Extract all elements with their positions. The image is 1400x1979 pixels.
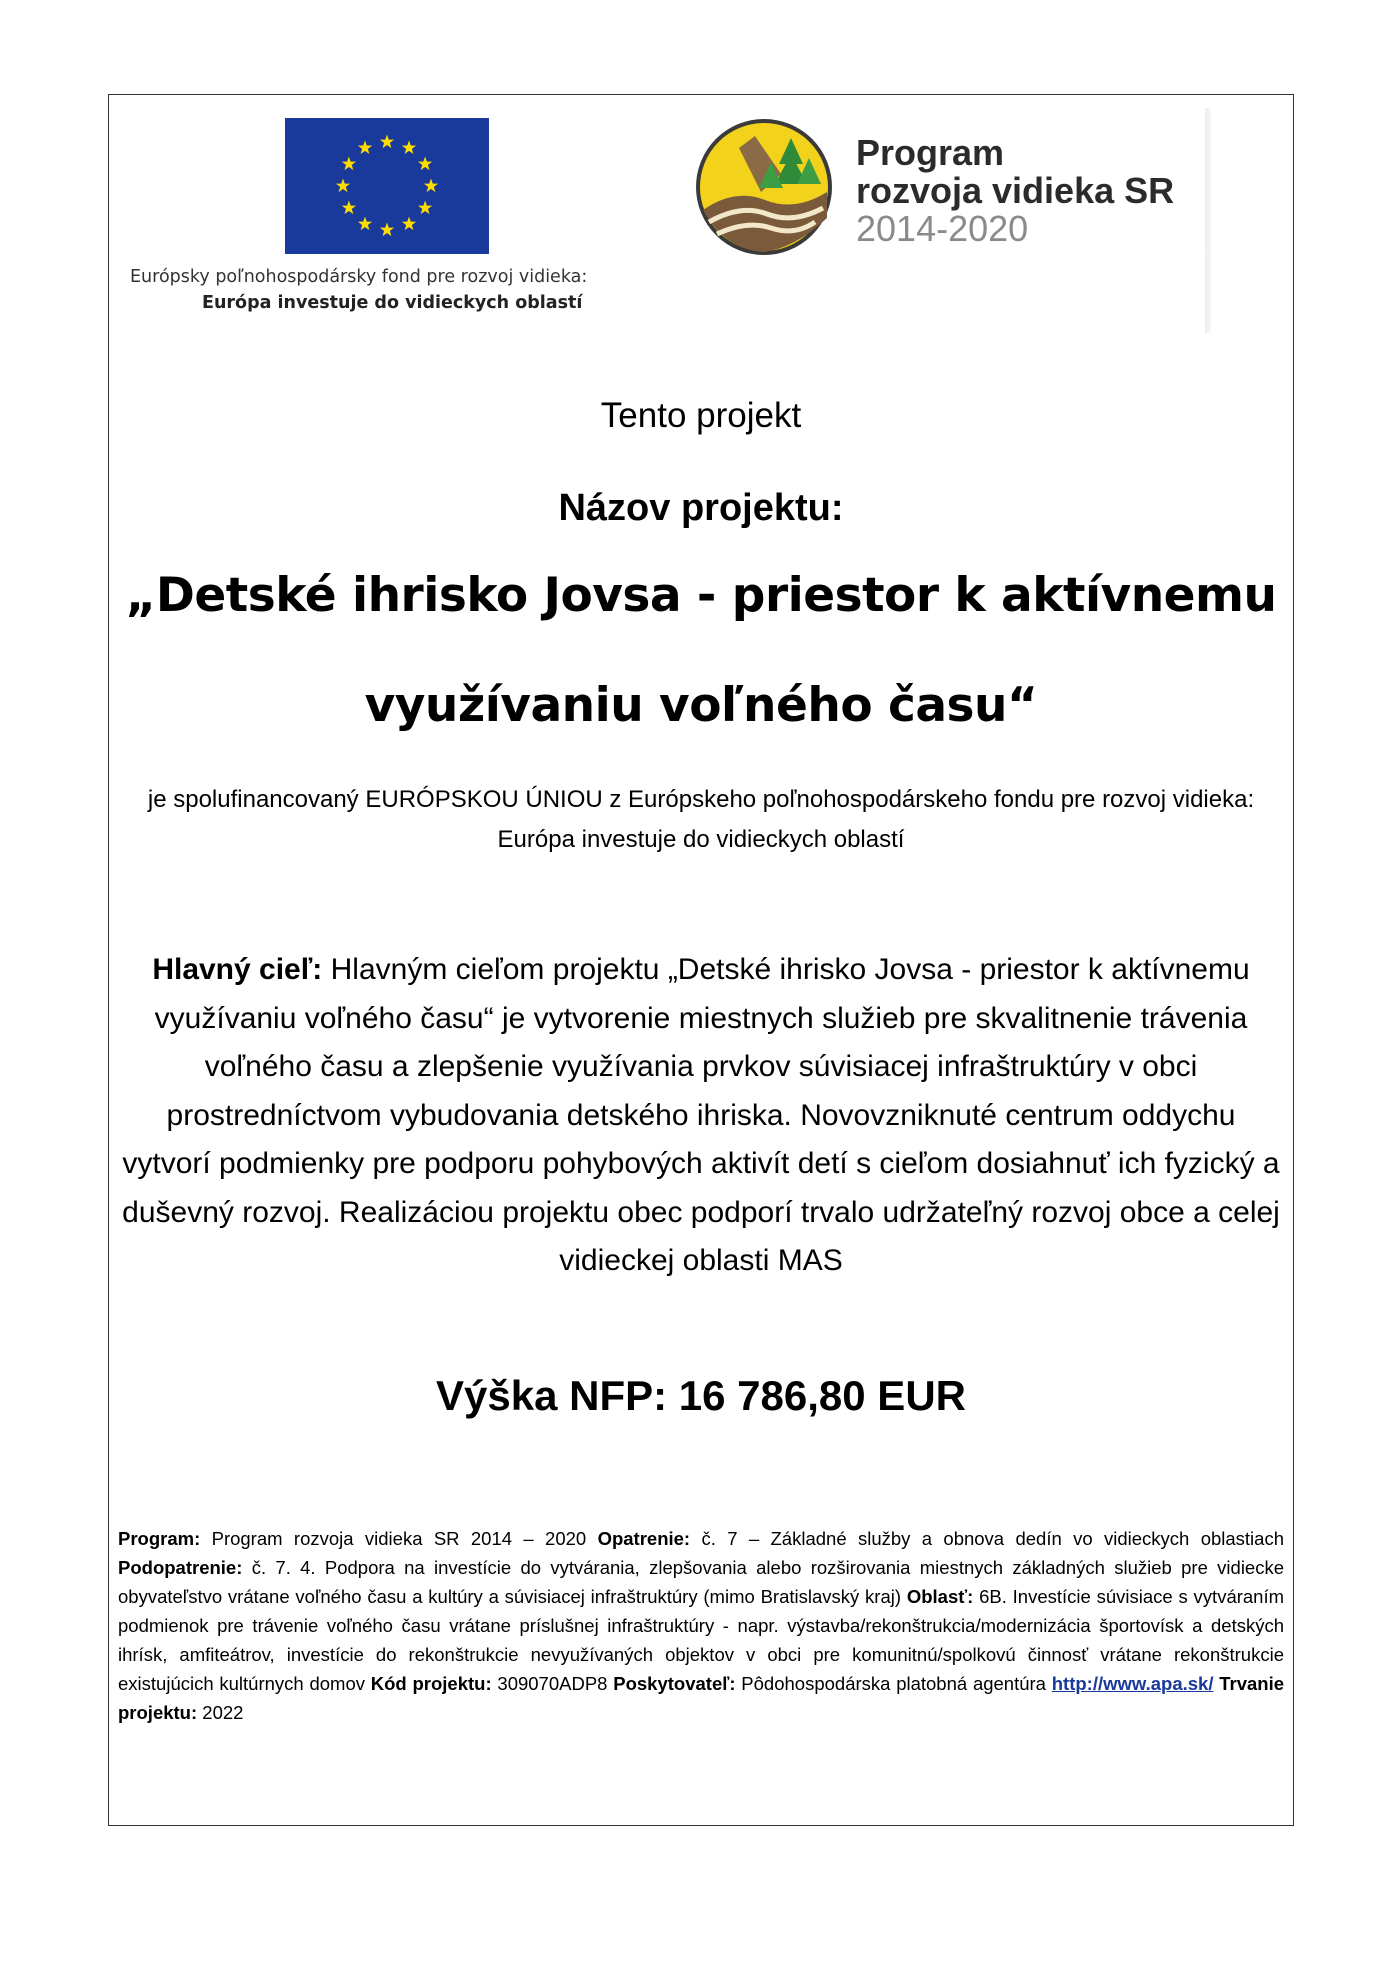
measure-label: Opatrenie: bbox=[597, 1528, 691, 1549]
logo-edge-divider bbox=[1205, 108, 1211, 333]
main-goal-text: Hlavným cieľom projektu „Detské ihrisko Jovsa - priestor k aktívnemu využívaniu voľného času“ je vytvorenie miestnych služieb pre skvalitnenie trávenia voľného času a zlepšenie využívania prvkov súvisiacej infraštruktúry v obci prostredníctvom vybudovania detského ihriska. Novovzniknuté centrum oddychu vytvorí podmienky pre podporu pohybových aktivít detí s cieľom dosiahnuť ich fyzický a duševný rozvoj. Realizáciou projektu obec podporí trvalo udržateľný rozvoj obce a celej vidieckej oblasti MAS bbox=[122, 953, 1280, 1277]
program-details bbox=[118, 1524, 1284, 1727]
grant-amount: Výška NFP: 16 786,80 EUR bbox=[436, 1372, 966, 1419]
project-title-line1: „Detské ihrisko Jovsa - priestor k aktívnemu bbox=[125, 568, 1277, 623]
program-label: Program: bbox=[118, 1528, 201, 1549]
prv-years: 2014-2020 bbox=[856, 208, 1029, 249]
submeasure-label: Podopatrenie: bbox=[118, 1557, 243, 1578]
prv-logo-text bbox=[856, 134, 1174, 248]
area-label: Oblasť: bbox=[906, 1586, 974, 1607]
provider-value: Pôdohospodárska platobná agentúra bbox=[741, 1673, 1046, 1694]
eu-fund-caption bbox=[130, 264, 650, 316]
landscape-emblem-icon bbox=[695, 118, 833, 256]
eu-flag-logo bbox=[285, 118, 489, 254]
cofinancing-line1: je spolufinancovaný EURÓPSKOU ÚNIOU z Európskeho poľnohospodárskeho fondu pre rozvoj vidieka: bbox=[147, 786, 1255, 813]
measure-value: č. 7 – Základné služby a obnova dedín vo vidieckych oblastiach bbox=[701, 1528, 1284, 1549]
eu-caption-line1: Európsky poľnohospodársky fond pre rozvoj vidieka: bbox=[130, 267, 588, 287]
eu-stars-icon bbox=[285, 118, 489, 254]
provider-label: Poskytovateľ: bbox=[613, 1673, 736, 1694]
program-value: Program rozvoja vidieka SR 2014 – 2020 bbox=[211, 1528, 587, 1549]
main-goal-paragraph bbox=[108, 946, 1294, 1286]
duration-value: 2022 bbox=[202, 1702, 244, 1723]
prv-emblem-logo bbox=[695, 118, 833, 256]
project-name-label: Názov projektu: bbox=[558, 487, 844, 529]
duration-label: Trvanie projektu: bbox=[118, 1673, 1285, 1723]
project-code-label: Kód projektu: bbox=[370, 1673, 492, 1694]
area-value: 6B. Investície súvisiace s vytváraním podmienok pre trávenie voľného času vrátane príslušnej infraštruktúry - napr. výstavba/rekonštrukcia/modernizácia športovísk a detských ihrísk, amfiteátrov, investície do rekonštrukcie nevyužívaných objektov v obci pre komunitnú/spolkovú činnosť vrátane rekonštrukcie existujúcich kultúrnych domov bbox=[118, 1586, 1285, 1694]
submeasure-value: č. 7. 4. Podpora na investície do vytvárania, zlepšovania alebo rozširovania miestnych základných služieb pre vidiecke obyvateľstvo vrátane voľného času a kultúry a súvisiacej infraštruktúry (mimo Bratislavský kraj) bbox=[118, 1557, 1285, 1607]
intro-text: Tento projekt bbox=[600, 396, 802, 435]
prv-line2: rozvoja vidieka SR bbox=[856, 170, 1175, 211]
eu-caption-line2: Európa investuje do vidieckych oblastí bbox=[202, 293, 583, 313]
cofinancing-statement bbox=[108, 780, 1294, 860]
apa-link[interactable]: http://www.apa.sk/ bbox=[1051, 1673, 1214, 1694]
prv-line1: Program bbox=[856, 132, 1005, 173]
cofinancing-line2: Európa investuje do vidieckych oblastí bbox=[497, 826, 905, 853]
project-title-line2: využívaniu voľného času“ bbox=[364, 678, 1038, 733]
main-goal-label: Hlavný cieľ: bbox=[152, 953, 323, 986]
project-code-value: 309070ADP8 bbox=[497, 1673, 608, 1694]
